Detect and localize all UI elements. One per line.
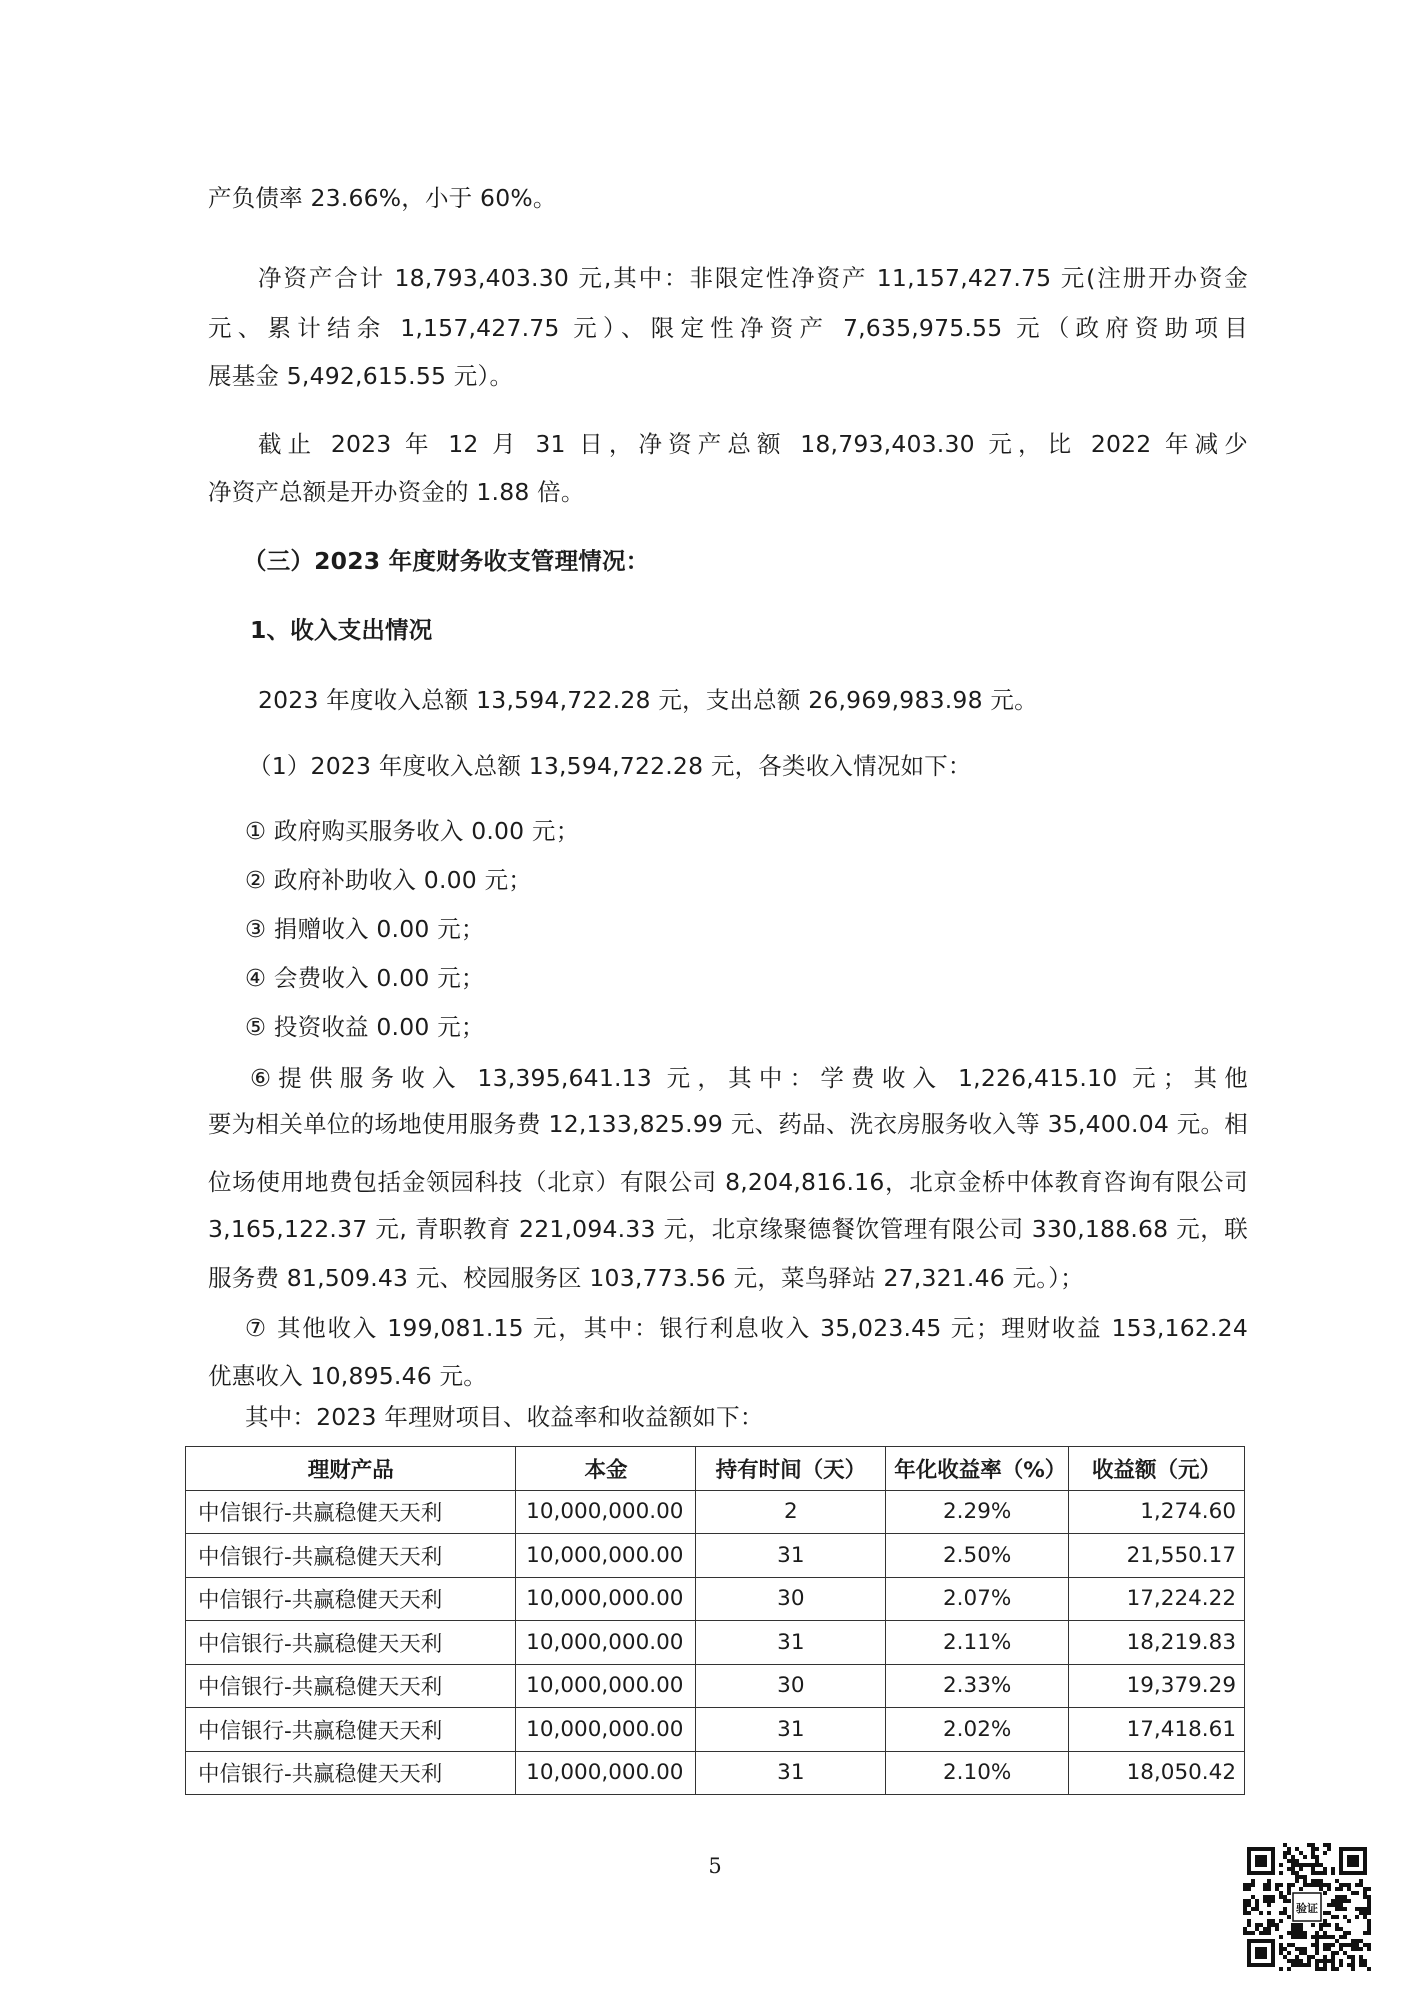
cell-yield: 2.33%: [886, 1664, 1069, 1708]
cell-product: 中信银行-共赢稳健天天利: [186, 1534, 516, 1578]
table-row: [186, 1751, 1245, 1795]
paragraph-2-line-1: 净资产合计 18,793,403.30 元,其中：非限定性净资产 11,157,427.75 元(注册开办资金: [258, 264, 1248, 292]
paragraph-2-line-3: 展基金 5,492,615.55 元）。: [208, 362, 514, 390]
cell-principal: 10,000,000.00: [516, 1664, 696, 1708]
income-item-2: ② 政府补助收入 0.00 元；: [245, 866, 533, 894]
paragraph-2-line-2: 元、累计结余 1,157,427.75 元）、限定性净资产 7,635,975.55 元（政府资助项目: [208, 314, 1248, 342]
cell-yield: 2.07%: [886, 1577, 1069, 1621]
table-row: [186, 1490, 1245, 1534]
cell-principal: 10,000,000.00: [516, 1708, 696, 1752]
cell-days: 31: [696, 1534, 886, 1578]
cell-income: 18,219.83: [1069, 1621, 1245, 1665]
cell-yield: 2.02%: [886, 1708, 1069, 1752]
cell-income: 19,379.29: [1069, 1664, 1245, 1708]
cell-income: 17,418.61: [1069, 1708, 1245, 1752]
cell-product: 中信银行-共赢稳健天天利: [186, 1664, 516, 1708]
table-row: [186, 1534, 1245, 1578]
header-income: 收益额（元）: [1069, 1447, 1245, 1491]
cell-income: 1,274.60: [1069, 1490, 1245, 1534]
qr-center-label: 验证: [1296, 1902, 1318, 1915]
cell-days: 31: [696, 1621, 886, 1665]
cell-principal: 10,000,000.00: [516, 1490, 696, 1534]
cell-days: 31: [696, 1751, 886, 1795]
page-number: 5: [708, 1854, 722, 1878]
table-row: [186, 1621, 1245, 1665]
paragraph-7-line-2: 优惠收入 10,895.46 元。: [208, 1362, 487, 1390]
cell-yield: 2.10%: [886, 1751, 1069, 1795]
cell-income: 18,050.42: [1069, 1751, 1245, 1795]
header-principal: 本金: [516, 1447, 696, 1491]
paragraph-4: 2023 年度收入总额 13,594,722.28 元，支出总额 26,969,983.98 元。: [258, 686, 1038, 714]
cell-product: 中信银行-共赢稳健天天利: [186, 1490, 516, 1534]
cell-days: 30: [696, 1577, 886, 1621]
income-item-5: ⑤ 投资收益 0.00 元；: [245, 1013, 485, 1041]
section-heading-3: （三）2023 年度财务收支管理情况：: [243, 547, 650, 575]
paragraph-6-line-5: 服务费 81,509.43 元、校园服务区 103,773.56 元，菜鸟驿站 27,321.46 元。）；: [208, 1264, 1084, 1292]
paragraph-8: 其中：2023 年理财项目、收益率和收益额如下：: [245, 1403, 764, 1431]
paragraph-3-line-1: 截止 2023 年 12 月 31 日，净资产总额 18,793,403.30 元，比 2022 年减少: [258, 430, 1248, 458]
cell-product: 中信银行-共赢稳健天天利: [186, 1751, 516, 1795]
table-header-row: [186, 1447, 1245, 1491]
income-item-1: ① 政府购买服务收入 0.00 元；: [245, 817, 580, 845]
cell-principal: 10,000,000.00: [516, 1621, 696, 1665]
header-product: 理财产品: [186, 1447, 516, 1491]
paragraph-6-line-2: 要为相关单位的场地使用服务费 12,133,825.99 元、药品、洗衣房服务收入等 35,400.04 元。相: [208, 1110, 1248, 1138]
cell-days: 30: [696, 1664, 886, 1708]
income-item-4: ④ 会费收入 0.00 元；: [245, 964, 485, 992]
subsection-heading-1: 1、收入支出情况: [250, 616, 433, 644]
cell-product: 中信银行-共赢稳健天天利: [186, 1708, 516, 1752]
cell-yield: 2.11%: [886, 1621, 1069, 1665]
table-row: [186, 1664, 1245, 1708]
cell-principal: 10,000,000.00: [516, 1534, 696, 1578]
paragraph-3-line-2: 净资产总额是开办资金的 1.88 倍。: [208, 478, 585, 506]
qr-code-graphic: [1243, 1843, 1371, 1971]
cell-yield: 2.29%: [886, 1490, 1069, 1534]
header-annual-yield: 年化收益率（%）: [886, 1447, 1069, 1491]
paragraph-6-line-3: 位场使用地费包括金领园科技（北京）有限公司 8,204,816.16，北京金桥中体教育咨询有限公司: [208, 1168, 1248, 1196]
wealth-management-table: [185, 1446, 1245, 1795]
paragraph-6-line-1: ⑥提供服务收入 13,395,641.13 元，其中：学费收入 1,226,415.10 元；其他: [250, 1064, 1248, 1092]
cell-income: 21,550.17: [1069, 1534, 1245, 1578]
paragraph-7-line-1: ⑦ 其他收入 199,081.15 元，其中：银行利息收入 35,023.45 元；理财收益 153,162.24: [245, 1314, 1248, 1342]
paragraph-6-line-4: 3,165,122.37 元, 青职教育 221,094.33 元，北京缘聚德餐饮管理有限公司 330,188.68 元，联: [208, 1215, 1248, 1243]
cell-principal: 10,000,000.00: [516, 1751, 696, 1795]
table-row: [186, 1708, 1245, 1752]
income-item-3: ③ 捐赠收入 0.00 元；: [245, 915, 485, 943]
verification-qr-code: [1243, 1843, 1371, 1971]
paragraph-1-line-1: 产负债率 23.66%，小于 60%。: [208, 184, 557, 212]
paragraph-5: （1）2023 年度收入总额 13,594,722.28 元，各类收入情况如下：: [248, 752, 972, 780]
table-row: [186, 1577, 1245, 1621]
cell-yield: 2.50%: [886, 1534, 1069, 1578]
cell-income: 17,224.22: [1069, 1577, 1245, 1621]
cell-product: 中信银行-共赢稳健天天利: [186, 1621, 516, 1665]
cell-product: 中信银行-共赢稳健天天利: [186, 1577, 516, 1621]
cell-principal: 10,000,000.00: [516, 1577, 696, 1621]
cell-days: 31: [696, 1708, 886, 1752]
cell-days: 2: [696, 1490, 886, 1534]
header-holding-days: 持有时间（天）: [696, 1447, 886, 1491]
